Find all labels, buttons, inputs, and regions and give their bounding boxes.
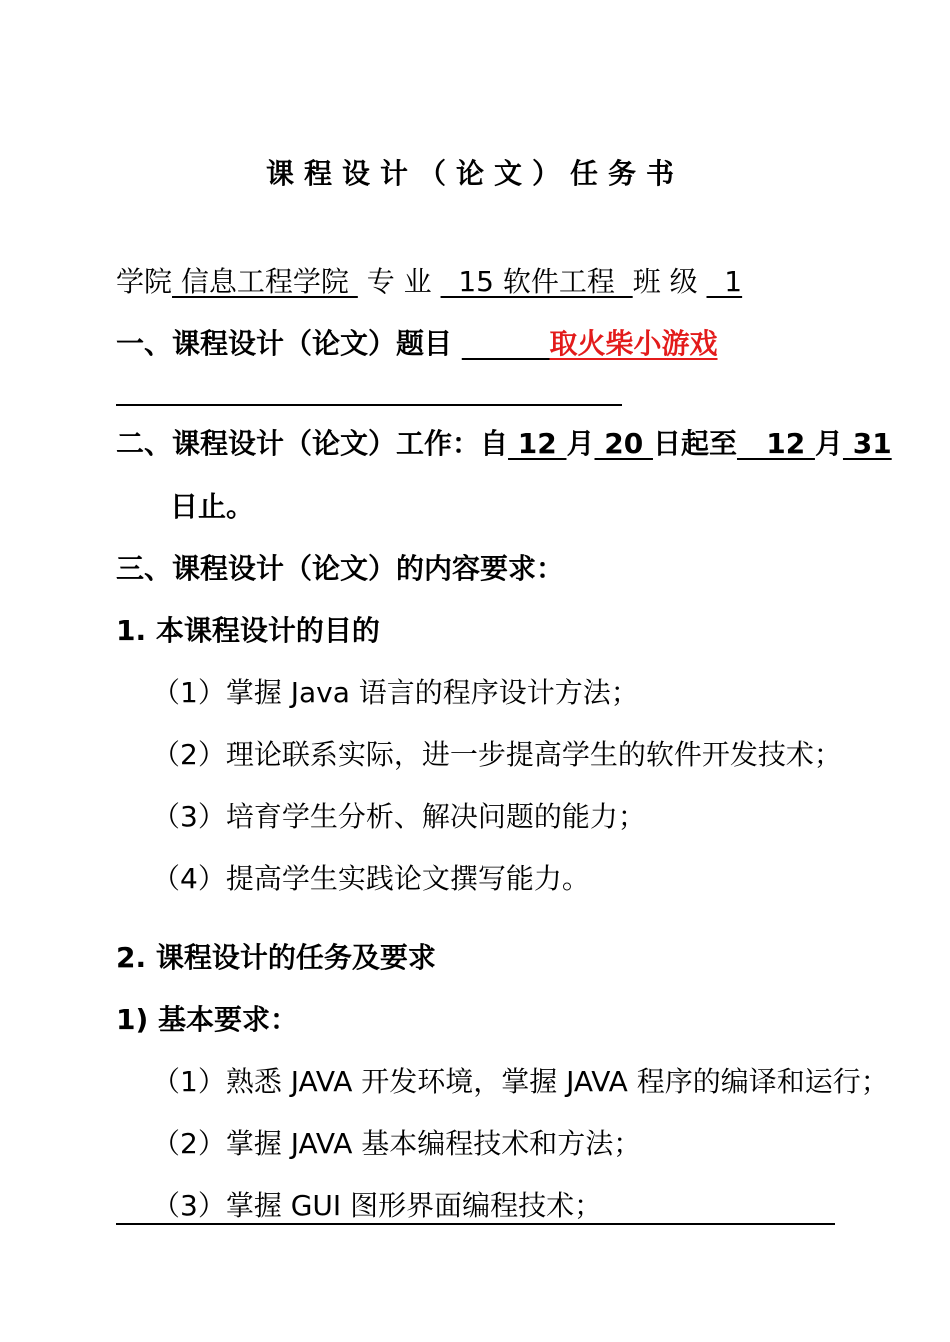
month-char-2: 月 <box>814 427 843 460</box>
section2-row <box>116 427 892 460</box>
major-label: 专 业 <box>366 265 432 298</box>
end-day: 31 <box>842 427 892 460</box>
until-text: 日起至 <box>652 427 737 460</box>
start-month: 12 <box>508 427 567 460</box>
section2-end: 日止。 <box>170 490 255 523</box>
start-day: 20 <box>594 427 653 460</box>
tasks-heading: 2. 课程设计的任务及要求 <box>116 941 436 974</box>
purpose-heading: 1. 本课程设计的目的 <box>116 614 380 647</box>
purpose-item-2: （2）理论联系实际，进一步提高学生的软件开发技术； <box>152 738 842 771</box>
page-title: 课程设计（论文）任务书 <box>265 157 684 190</box>
purpose-item-1: （1）掌握 Java 语言的程序设计方法； <box>152 676 639 709</box>
page-bottom-rule <box>116 1223 835 1225</box>
college-value: 信息工程学院 <box>172 265 358 298</box>
class-value: 1 <box>706 265 743 298</box>
major-value: 15 软件工程 <box>440 265 633 298</box>
section1-row <box>116 327 718 360</box>
task-item-2: （2）掌握 JAVA 基本编程技术和方法； <box>152 1127 642 1160</box>
blank-rule <box>116 404 622 406</box>
thesis-topic: 取火柴小游戏 <box>549 327 718 360</box>
section2-prefix: 二、课程设计（论文）工作：自 <box>116 427 509 460</box>
college-label: 学院 <box>116 265 173 298</box>
task-item-3: （3）掌握 GUI 图形界面编程技术； <box>152 1189 603 1222</box>
section3-label: 三、课程设计（论文）的内容要求： <box>116 552 565 585</box>
section1-label: 一、课程设计（论文）题目 <box>116 327 453 360</box>
month-char-1: 月 <box>566 427 595 460</box>
class-label: 班 级 <box>632 265 698 298</box>
tasks-subheading: 1) 基本要求： <box>116 1003 299 1036</box>
purpose-item-3: （3）培育学生分析、解决问题的能力； <box>152 800 646 833</box>
section1-blank <box>462 327 550 360</box>
task-item-1: （1）熟悉 JAVA 开发环境，掌握 JAVA 程序的编译和运行； <box>152 1065 889 1098</box>
end-month: 12 <box>736 427 815 460</box>
header-row <box>116 265 743 298</box>
purpose-item-4: （4）提高学生实践论文撰写能力。 <box>152 862 590 895</box>
